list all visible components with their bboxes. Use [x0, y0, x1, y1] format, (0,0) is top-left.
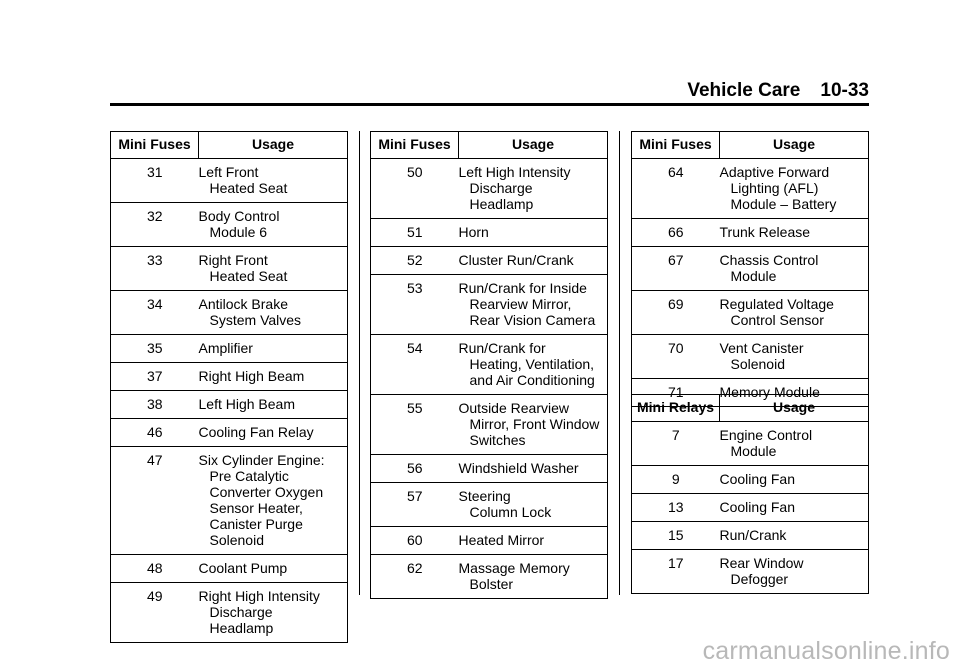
fuse-usage [459, 555, 608, 599]
table-header-row [632, 395, 869, 422]
fuse-number: 32 [111, 203, 199, 247]
usage-line: Module 6 [209, 224, 268, 240]
table-row [111, 247, 348, 291]
usage-line: Discharge [209, 604, 273, 620]
fuse-usage [459, 247, 608, 275]
fuse-usage [720, 522, 869, 550]
column-header-usage: Usage [720, 395, 869, 422]
fuse-number: 15 [632, 522, 720, 550]
fuse-number: 53 [371, 275, 459, 335]
fuse-number: 35 [111, 335, 199, 363]
usage-line: Massage Memory [458, 560, 570, 576]
table-row [111, 583, 348, 643]
mini-fuses-table-1 [110, 131, 348, 643]
fuse-number: 56 [371, 455, 459, 483]
fuse-number: 49 [111, 583, 199, 643]
usage-line: Switches [469, 432, 526, 448]
table-row [111, 391, 348, 419]
usage-line: Run/Crank [719, 527, 787, 543]
table-row [632, 291, 869, 335]
fuse-usage [459, 159, 608, 219]
fuse-usage [199, 555, 348, 583]
fuse-usage [459, 483, 608, 527]
usage-line: Heated Mirror [458, 532, 545, 548]
usage-line: Rearview Mirror, [469, 296, 572, 312]
usage-line: Sensor Heater, [209, 500, 303, 516]
usage-line: Cooling Fan [719, 499, 795, 515]
usage-line: Outside Rearview [458, 400, 569, 416]
table-row [111, 555, 348, 583]
usage-line: Bolster [469, 576, 514, 592]
usage-line: Headlamp [469, 196, 534, 212]
header-rule [110, 103, 869, 106]
column-header-number: Mini Fuses [371, 132, 459, 159]
usage-line: Heated Seat [209, 180, 288, 196]
fuse-number: 48 [111, 555, 199, 583]
fuse-number: 52 [371, 247, 459, 275]
usage-line: Horn [458, 224, 489, 240]
fuse-number: 64 [632, 159, 720, 219]
fuse-usage [720, 247, 869, 291]
table-row [371, 275, 608, 335]
usage-line: Defogger [730, 571, 789, 587]
mini-fuses-table-2 [370, 131, 608, 599]
watermark: carmanualsonline.info [702, 637, 950, 665]
table-row [111, 159, 348, 203]
usage-line: Left High Beam [198, 396, 295, 412]
table-row [111, 291, 348, 335]
table-row [371, 555, 608, 599]
usage-line: and Air Conditioning [469, 372, 595, 388]
fuse-number: 50 [371, 159, 459, 219]
fuse-usage [720, 422, 869, 466]
table-row [371, 335, 608, 395]
column-header-usage: Usage [720, 132, 869, 159]
fuse-number: 55 [371, 395, 459, 455]
fuse-number: 57 [371, 483, 459, 527]
fuse-usage [199, 363, 348, 391]
fuse-usage [199, 335, 348, 363]
table-row [371, 527, 608, 555]
table-header-row [371, 132, 608, 159]
usage-line: Converter Oxygen [209, 484, 324, 500]
fuse-number: 47 [111, 447, 199, 555]
fuse-usage [720, 159, 869, 219]
fuse-number: 46 [111, 419, 199, 447]
table-row [371, 159, 608, 219]
table-row [632, 422, 869, 466]
usage-line: Cluster Run/Crank [458, 252, 574, 268]
table-row [371, 247, 608, 275]
fuse-usage [199, 203, 348, 247]
mini-fuses-table-3 [631, 131, 869, 407]
usage-line: Module – Battery [730, 196, 837, 212]
usage-line: Left High Intensity [458, 164, 571, 180]
usage-line: Module [730, 268, 777, 284]
table-row [111, 447, 348, 555]
usage-line: Adaptive Forward [719, 164, 830, 180]
table-row [632, 466, 869, 494]
fuse-usage [199, 159, 348, 203]
column-header-number: Mini Fuses [632, 132, 720, 159]
usage-line: Lighting (AFL) [730, 180, 819, 196]
table-row [111, 335, 348, 363]
usage-line: Module [730, 443, 777, 459]
usage-line: Heated Seat [209, 268, 288, 284]
fuse-usage [459, 219, 608, 247]
usage-line: Right Front [198, 252, 268, 268]
fuse-usage [459, 335, 608, 395]
page-header [687, 80, 869, 102]
fuse-number: 51 [371, 219, 459, 247]
fuse-number: 9 [632, 466, 720, 494]
fuse-number: 67 [632, 247, 720, 291]
usage-line: Solenoid [730, 356, 785, 372]
usage-line: Memory Module [719, 384, 820, 400]
table-row [371, 219, 608, 247]
table-row [632, 335, 869, 379]
usage-line: Right High Intensity [198, 588, 320, 604]
fuse-usage [720, 550, 869, 594]
usage-line: Regulated Voltage [719, 296, 834, 312]
usage-line: Canister Purge [209, 516, 303, 532]
table-row [632, 247, 869, 291]
table-row [111, 203, 348, 247]
table-row [632, 550, 869, 594]
fuse-usage [199, 583, 348, 643]
usage-line: Cooling Fan Relay [198, 424, 314, 440]
usage-line: Solenoid [209, 532, 264, 548]
mini-relays-table [631, 394, 869, 594]
usage-line: Trunk Release [719, 224, 811, 240]
usage-line: Six Cylinder Engine: [198, 452, 325, 468]
fuse-number: 31 [111, 159, 199, 203]
fuse-number: 7 [632, 422, 720, 466]
fuse-usage [459, 455, 608, 483]
fuse-number: 66 [632, 219, 720, 247]
table-row [632, 494, 869, 522]
usage-line: Mirror, Front Window [469, 416, 600, 432]
fuse-usage [720, 494, 869, 522]
table-row [371, 455, 608, 483]
table-row [111, 419, 348, 447]
table-row [371, 395, 608, 455]
fuse-usage [720, 219, 869, 247]
column-header-usage: Usage [459, 132, 608, 159]
column-header-number: Mini Fuses [111, 132, 199, 159]
fuse-number: 38 [111, 391, 199, 419]
table-row [111, 363, 348, 391]
usage-line: Coolant Pump [198, 560, 288, 576]
fuse-number: 13 [632, 494, 720, 522]
fuse-number: 70 [632, 335, 720, 379]
fuse-number: 60 [371, 527, 459, 555]
fuse-usage [199, 419, 348, 447]
fuse-usage [199, 247, 348, 291]
usage-line: Run/Crank for Inside [458, 280, 587, 296]
fuse-number: 17 [632, 550, 720, 594]
fuse-usage [199, 391, 348, 419]
usage-line: Engine Control [719, 427, 813, 443]
usage-line: Left Front [198, 164, 259, 180]
fuse-number: 71 [632, 379, 720, 407]
table-row [371, 483, 608, 527]
usage-line: Windshield Washer [458, 460, 579, 476]
fuse-usage [199, 291, 348, 335]
usage-line: Control Sensor [730, 312, 824, 328]
usage-line: Rear Vision Camera [469, 312, 596, 328]
usage-line: Run/Crank for [458, 340, 546, 356]
usage-line: Steering [458, 488, 511, 504]
fuse-number: 37 [111, 363, 199, 391]
column-divider [619, 131, 620, 595]
section-title: Vehicle Care [687, 80, 801, 101]
column-divider [359, 131, 360, 595]
usage-line: Amplifier [198, 340, 253, 356]
usage-line: Headlamp [209, 620, 274, 636]
table-header-row [632, 132, 869, 159]
table-row [632, 522, 869, 550]
fuse-usage [459, 395, 608, 455]
page-number: 10-33 [820, 80, 869, 101]
column-header-number: Mini Relays [632, 395, 720, 422]
usage-line: Discharge [469, 180, 533, 196]
fuse-number: 62 [371, 555, 459, 599]
fuse-number: 34 [111, 291, 199, 335]
usage-line: Antilock Brake [198, 296, 288, 312]
fuse-number: 69 [632, 291, 720, 335]
fuse-usage [720, 335, 869, 379]
fuse-number: 33 [111, 247, 199, 291]
usage-line: Body Control [198, 208, 280, 224]
fuse-usage [720, 466, 869, 494]
usage-line: Chassis Control [719, 252, 819, 268]
fuse-usage [720, 291, 869, 335]
usage-line: Right High Beam [198, 368, 305, 384]
usage-line: Pre Catalytic [209, 468, 289, 484]
usage-line: Cooling Fan [719, 471, 795, 487]
fuse-usage [459, 527, 608, 555]
table-row [632, 159, 869, 219]
table-row [632, 219, 869, 247]
usage-line: Vent Canister [719, 340, 804, 356]
usage-line: Rear Window [719, 555, 804, 571]
fuse-usage [199, 447, 348, 555]
usage-line: Heating, Ventilation, [469, 356, 595, 372]
column-header-usage: Usage [199, 132, 348, 159]
usage-line: Column Lock [469, 504, 552, 520]
fuse-number: 54 [371, 335, 459, 395]
table-header-row [111, 132, 348, 159]
usage-line: System Valves [209, 312, 302, 328]
fuse-usage [459, 275, 608, 335]
